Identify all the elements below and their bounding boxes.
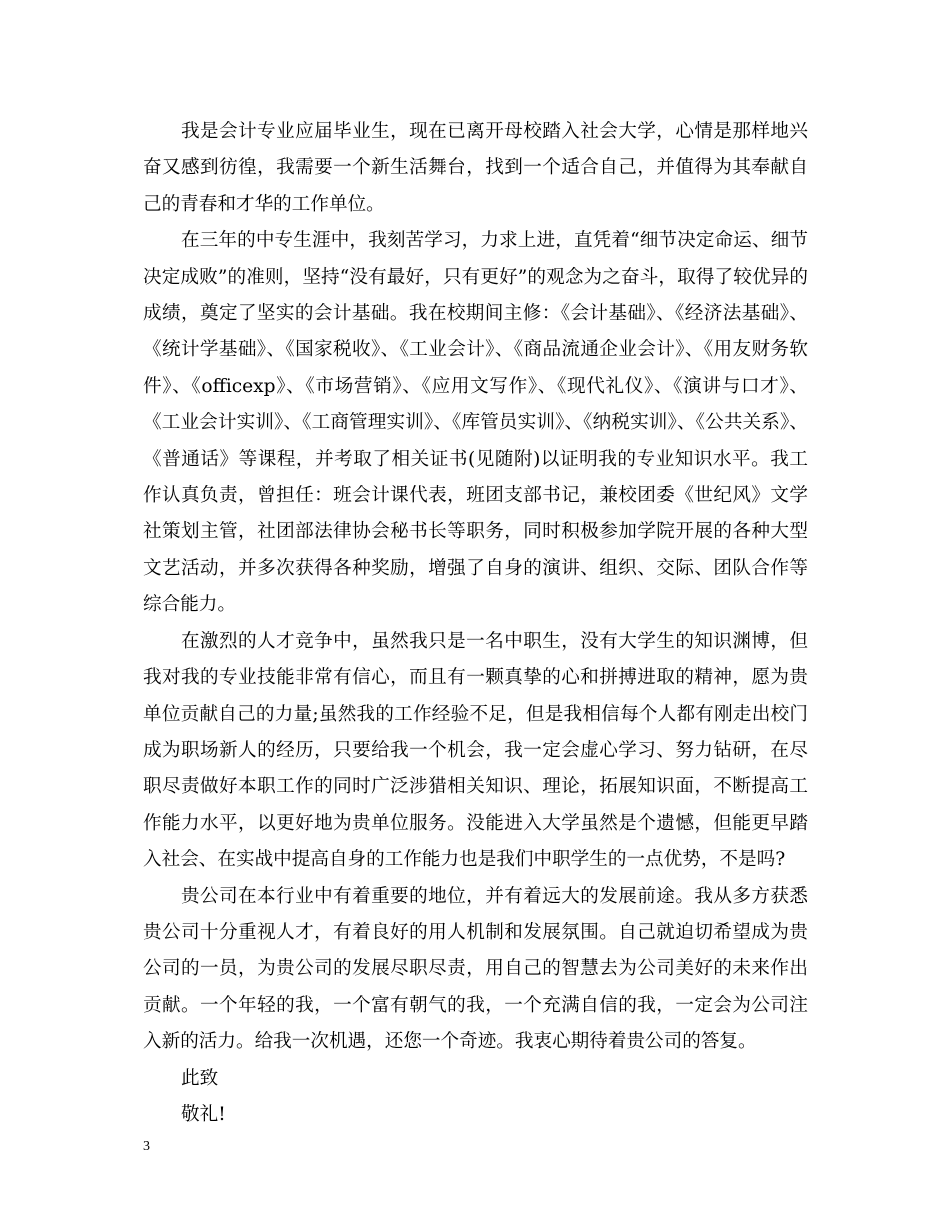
paragraph-education: 在三年的中专生涯中，我刻苦学习，力求上进，直凭着“细节决定命运、细节决定成败”的准则，坚持“没有最好，只有更好”的观念为之奋斗，取得了较优异的成绩，奠定了坚实的会计基础。我在校期间主修：《会计基础》、《经济法基础》、《统计学基础》、《国家税收》、《工业会计》、《商品流通企业会计》、《用友财务软件》、《officexp》、《市场营销》、《应用文写作》、《现代礼仪》、《演讲与口才》、《工业会计实训》、《工商管理实训》、《库管员实训》、《纳税实训》、《公共关系》、《普通话》等课程，并考取了相关证书(见随附)以证明我的专业知识水平。我工作认真负责，曾担任：班会计课代表，班团支部书记，兼校团委《世纪风》文学社策划主管，社团部法律协会秘书长等职务，同时积极参加学院开展的各种大型文艺活动，并多次获得各种奖励，增强了自身的演讲、组织、交际、团队合作等综合能力。 (143, 230, 808, 616)
paragraph-company: 贵公司在本行业中有着重要的地位，并有着远大的发展前途。我从多方获悉贵公司十分重视人才，有着良好的用人机制和发展氛围。自己就迫切希望成为贵公司的一员，为贵公司的发展尽职尽责，用自己的智慧去为公司美好的未来作出贡献。一个年轻的我，一个富有朝气的我，一个充满自信的我，一定会为公司注入新的活力。给我一次机遇，还您一个奇迹。我衷心期待着贵公司的答复。 (143, 885, 808, 1053)
closing-salutation: 此致 (181, 1067, 219, 1089)
paragraph-intro: 我是会计专业应届毕业生，现在已离开母校踏入社会大学，心情是那样地兴奋又感到彷徨，我需要一个新生活舞台，找到一个适合自己，并值得为其奉献自己的青春和才华的工作单位。 (143, 121, 808, 215)
paragraph-competition: 在激烈的人才竞争中，虽然我只是一名中职生，没有大学生的知识渊博，但我对我的专业技能非常有信心，而且有一颗真挚的心和拼搏进取的精神，愿为贵单位贡献自己的力量;虽然我的工作经验不足，但是我相信每个人都有刚走出校门成为职场新人的经历，只要给我一个机会，我一定会虚心学习、努力钻研，在尽职尽责做好本职工作的同时广泛涉猎相关知识、理论，拓展知识面，不断提高工作能力水平，以更好地为贵单位服务。没能进入大学虽然是个遗憾，但能更早踏入社会、在实战中提高自身的工作能力也是我们中职学生的一点优势，不是吗? (143, 630, 808, 871)
closing-regards: 敬礼! (181, 1103, 226, 1125)
page-number: 3 (143, 1139, 150, 1154)
document-body (143, 114, 808, 1133)
